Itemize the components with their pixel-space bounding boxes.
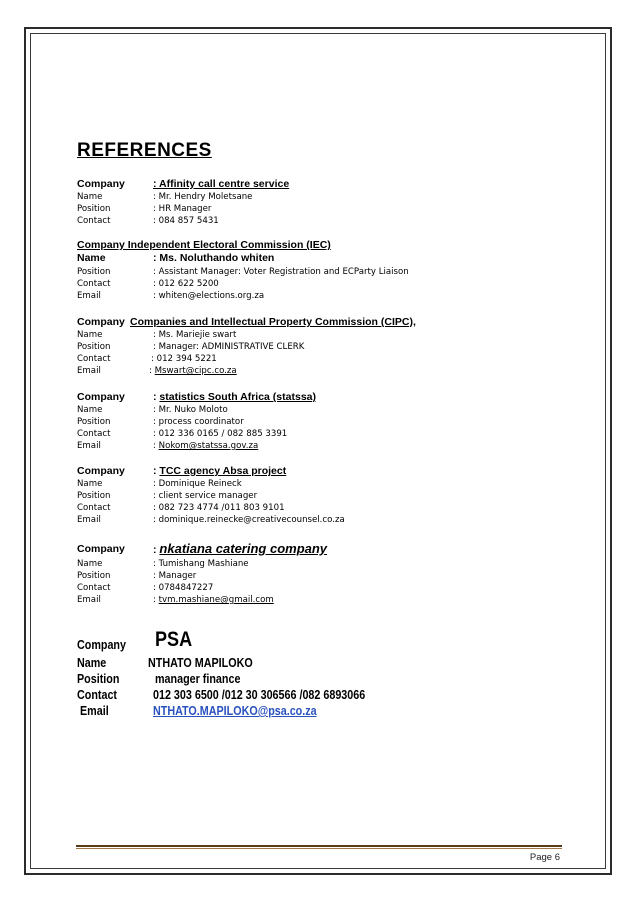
field-label: Name (77, 559, 103, 569)
field-label: Position (77, 417, 111, 427)
company-name: TCC agency Absa project (159, 465, 287, 477)
company-prefix: : (153, 544, 160, 556)
field-value: : Tumishang Mashiane (153, 559, 249, 569)
field-label: Position (77, 342, 111, 352)
psa-contact-label: Contact (77, 688, 118, 702)
company-name: Company Independent Electoral Commission (IEC) (77, 239, 331, 251)
psa-name-label: Name (77, 656, 107, 670)
field-label: Name (77, 330, 103, 340)
field-label: Contact (77, 216, 111, 226)
field-value: : Ms. Noluthando whiten (153, 252, 275, 264)
field-value: : dominique.reinecke@creativecounsel.co.za (153, 515, 345, 525)
company-name-wrap (153, 466, 286, 477)
field-value: : 084 857 5431 (153, 216, 219, 226)
field-value-prefix: : (149, 366, 155, 376)
field-label: Position (77, 267, 111, 277)
field-label: Contact (77, 279, 111, 289)
field-value: : process coordinator (153, 417, 244, 427)
field-value-wrap (153, 595, 274, 606)
field-label: Position (77, 204, 111, 214)
field-value: : HR Manager (153, 204, 212, 214)
company-prefix: : (153, 391, 160, 403)
field-label: Email (77, 441, 101, 451)
company-name-wrap (153, 542, 327, 557)
psa-company-name: PSA (155, 628, 193, 651)
page-number: Page 6 (529, 852, 560, 863)
company-label: Company (77, 543, 125, 555)
field-value: : Ms. Mariejie swart (153, 330, 237, 340)
field-label: Contact (77, 354, 111, 364)
field-value: : 012 336 0165 / 082 885 3391 (153, 429, 288, 439)
footer-rule-thin (76, 848, 562, 849)
field-label: Email (77, 595, 101, 605)
field-label: Contact (77, 429, 111, 439)
company-label: Company (77, 465, 125, 477)
psa-position-value: manager finance (155, 672, 241, 686)
field-value: : Dominique Reineck (153, 479, 242, 489)
psa-name-value: NTHATO MAPILOKO (148, 656, 253, 670)
field-label: Name (77, 479, 103, 489)
field-value: : 082 723 4774 /011 803 9101 (153, 503, 285, 513)
field-label: Name (77, 252, 106, 264)
field-value: : Manager: ADMINISTRATIVE CLERK (153, 342, 305, 352)
field-label: Name (77, 192, 103, 202)
field-label: Email (77, 366, 101, 376)
field-label: Contact (77, 503, 111, 513)
psa-email-link[interactable]: NTHATO.MAPILOKO@psa.co.za (153, 704, 317, 718)
field-value-prefix: : (153, 595, 159, 605)
field-value-wrap (149, 366, 237, 377)
email-link[interactable]: Nokom@statssa.gov.za (158, 441, 259, 451)
field-label: Contact (77, 583, 111, 593)
field-value: : 0784847227 (153, 583, 214, 593)
company-label: Company (77, 391, 125, 403)
company-name: nkatiana catering company (159, 541, 328, 556)
field-value-wrap (153, 441, 258, 452)
page-title: REFERENCES (77, 140, 212, 161)
psa-position-label: Position (77, 672, 120, 686)
field-value: : Manager (153, 571, 197, 581)
field-value: : whiten@elections.org.za (153, 291, 265, 301)
company-label: Company (77, 316, 125, 328)
company-name-wrap (153, 392, 316, 403)
psa-contact-value: 012 303 6500 /012 30 306566 /082 6893066 (153, 688, 366, 702)
footer-rule (76, 845, 562, 847)
field-value: : client service manager (153, 491, 258, 501)
field-label: Position (77, 491, 111, 501)
field-label: Email (77, 515, 101, 525)
field-value: : Mr. Hendry Moletsane (153, 192, 253, 202)
email-link[interactable]: Mswart@cipc.co.za (154, 366, 237, 376)
field-value: : Mr. Nuko Moloto (153, 405, 228, 415)
psa-company-label: Company (77, 638, 126, 652)
psa-email-label: Email (80, 704, 109, 718)
company-label: Company (77, 178, 125, 190)
company-name: : Affinity call centre service (153, 178, 290, 190)
field-label: Position (77, 571, 111, 581)
field-value-prefix: : (153, 441, 159, 451)
field-value: : Assistant Manager: Voter Registration and ECParty Liaison (153, 267, 409, 277)
company-prefix: : (153, 465, 160, 477)
company-name: Companies and Intellectual Property Commission (CIPC), (130, 316, 416, 328)
field-value: : 012 622 5200 (153, 279, 219, 289)
company-name: statistics South Africa (statssa) (159, 391, 316, 403)
field-label: Name (77, 405, 103, 415)
field-value: : 012 394 5221 (151, 354, 217, 364)
field-label: Email (77, 291, 101, 301)
email-link[interactable]: tvm.mashiane@gmail.com (158, 595, 274, 605)
